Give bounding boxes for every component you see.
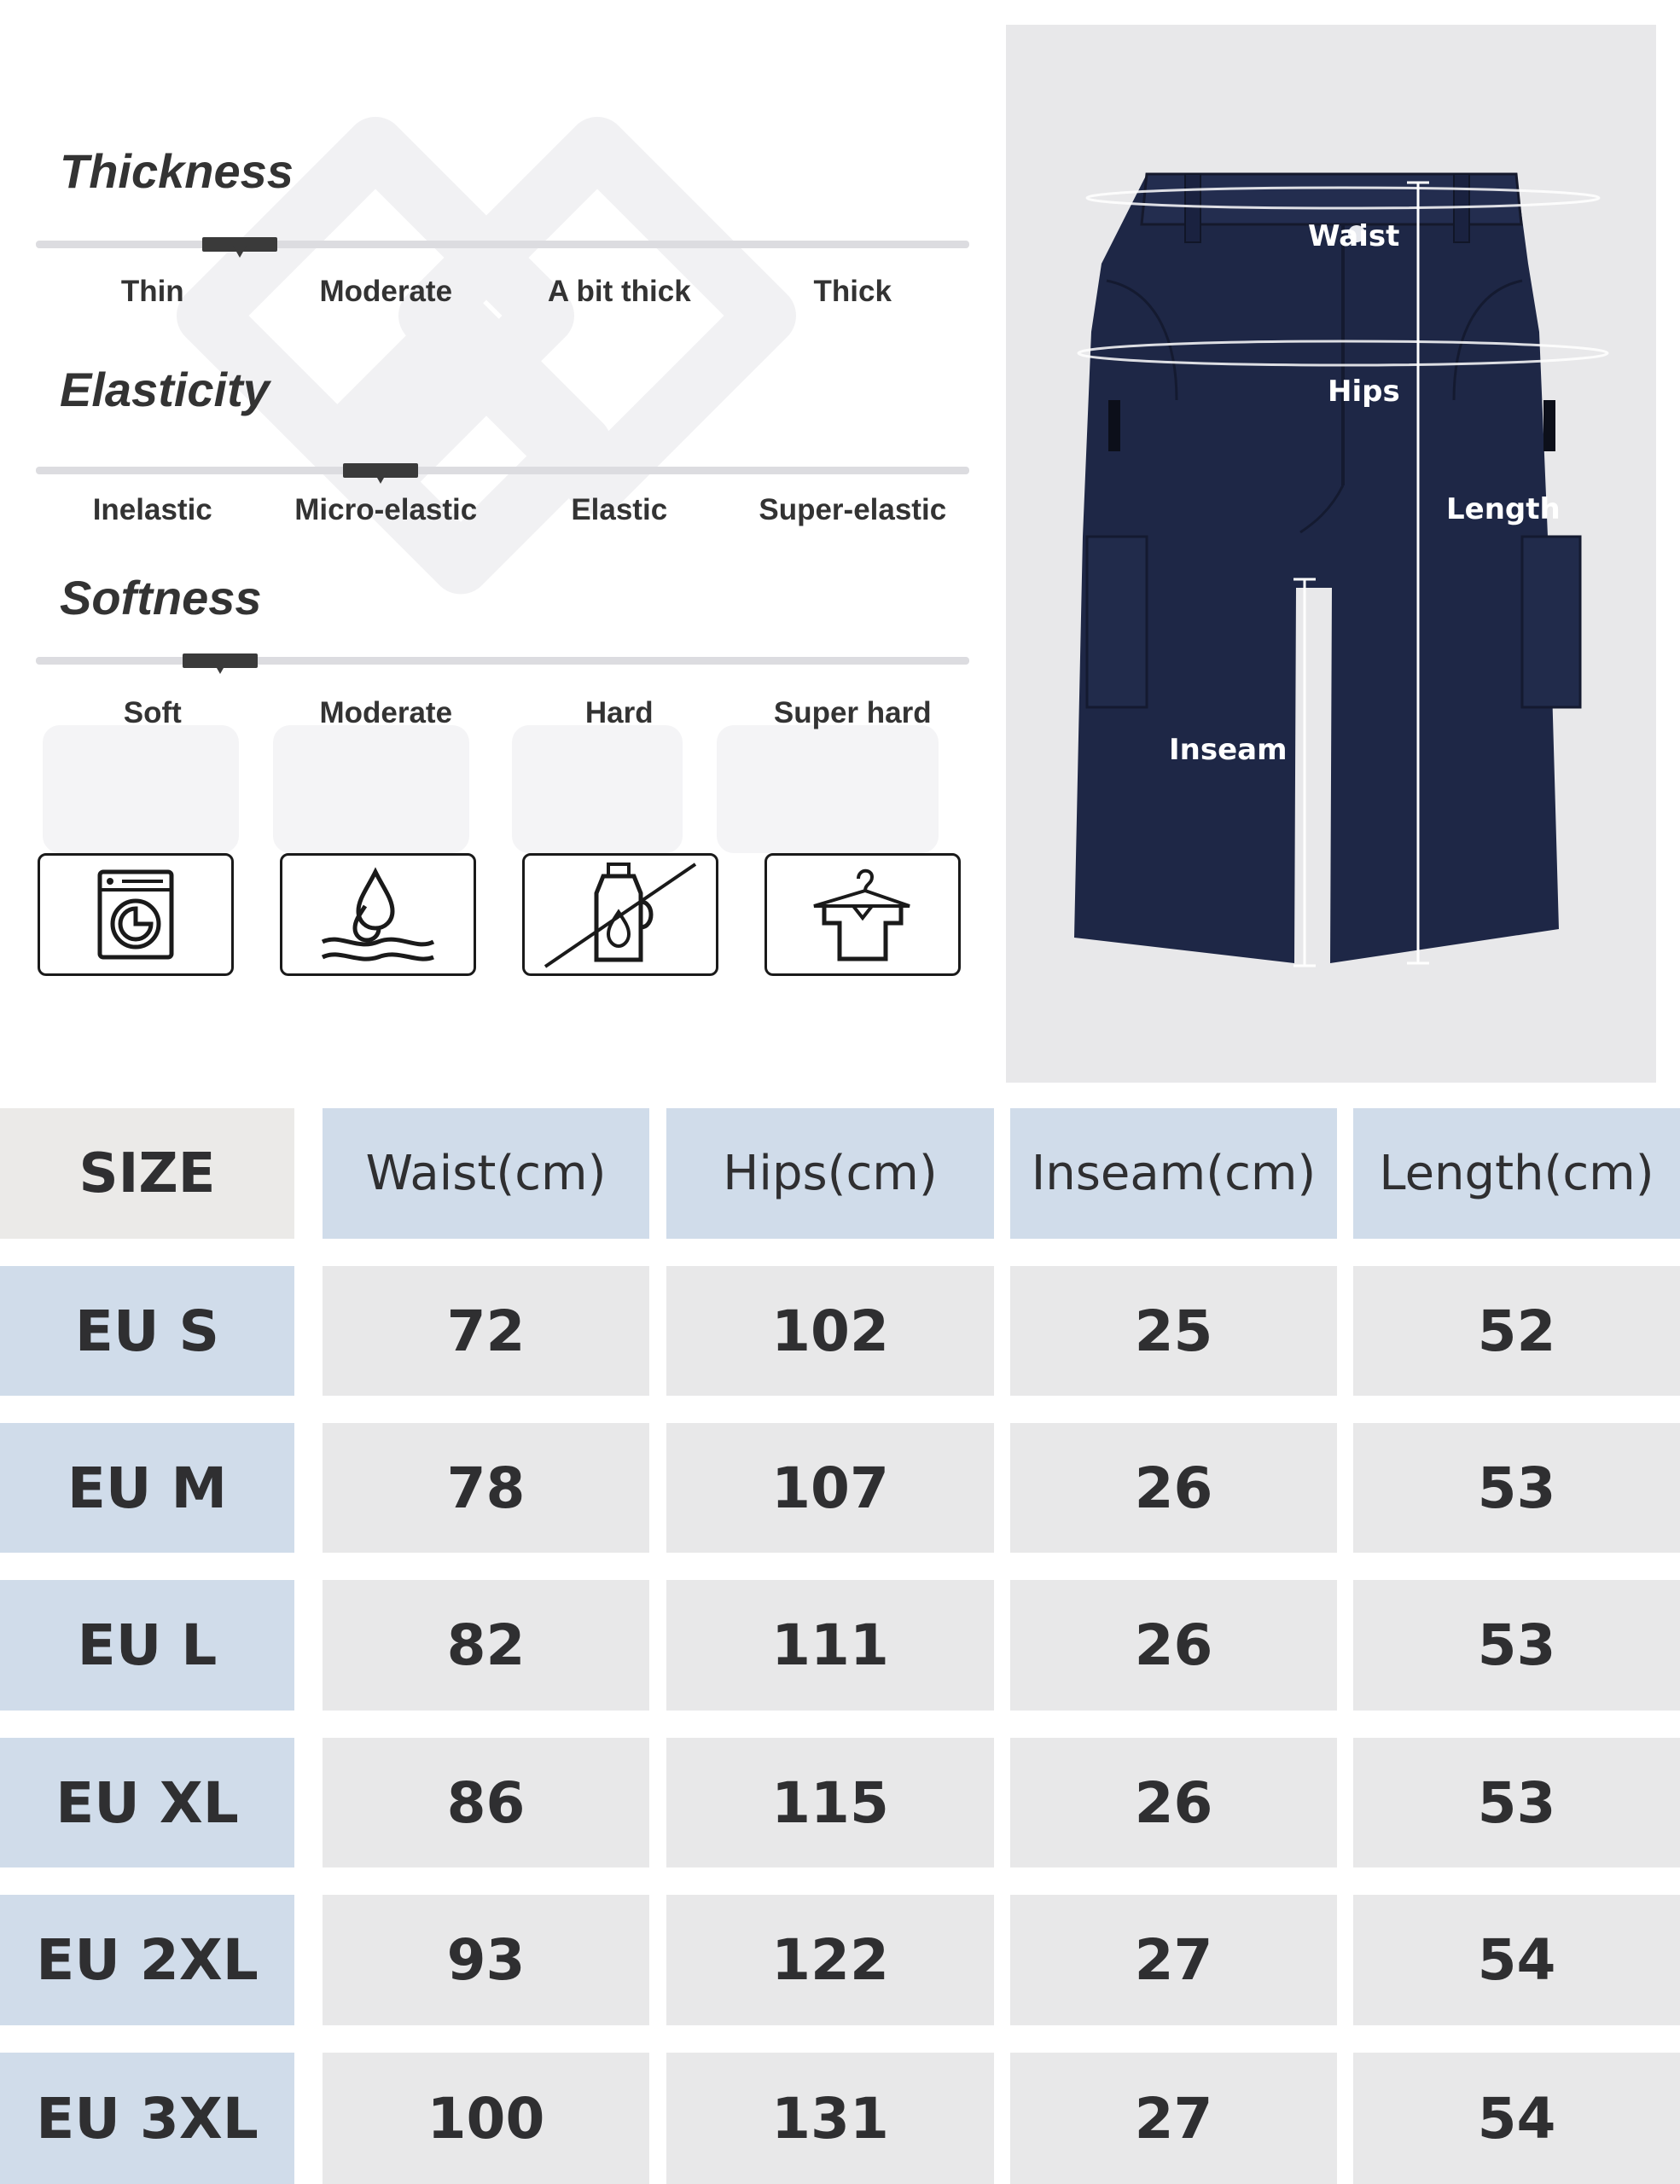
table-cell-waist: 72 <box>323 1266 649 1396</box>
scale-label: Soft <box>123 696 182 729</box>
table-cell-inseam: 25 <box>1010 1266 1337 1396</box>
table-cell-size: EU 3XL <box>0 2053 294 2184</box>
table-cell-inseam: 26 <box>1010 1738 1337 1867</box>
table-cell-hips: 131 <box>666 2053 994 2184</box>
scale-marker-thickness <box>202 237 277 252</box>
length-label: Length <box>1446 492 1561 526</box>
table-header-length: Length(cm) <box>1353 1108 1680 1239</box>
table-cell-inseam: 27 <box>1010 1895 1337 2025</box>
table-cell-length: 54 <box>1353 1895 1680 2025</box>
hips-label: Hips <box>1328 375 1400 409</box>
table-cell-inseam: 26 <box>1010 1580 1337 1711</box>
table-cell-hips: 107 <box>666 1423 994 1553</box>
table-cell-length: 52 <box>1353 1266 1680 1396</box>
table-cell-waist: 93 <box>323 1895 649 2025</box>
table-cell-waist: 100 <box>323 2053 649 2184</box>
table-cell-length: 53 <box>1353 1738 1680 1867</box>
scale-label: Moderate <box>319 696 453 729</box>
attribute-title-softness: Softness <box>60 571 262 624</box>
attribute-title-thickness: Thickness <box>60 144 294 198</box>
scale-label: Moderate <box>319 275 453 308</box>
care-instructions <box>38 853 968 981</box>
scale-marker-elasticity <box>343 463 418 478</box>
washing-machine-icon <box>38 853 234 976</box>
scale-labels-elasticity <box>36 493 969 527</box>
table-cell-size: EU M <box>0 1423 294 1553</box>
table-cell-size: EU S <box>0 1266 294 1396</box>
table-header-inseam: Inseam(cm) <box>1010 1108 1337 1239</box>
table-cell-length: 53 <box>1353 1580 1680 1711</box>
scale-marker-softness <box>183 653 258 668</box>
size-table <box>0 1108 1680 2184</box>
product-image-panel <box>1006 25 1656 1083</box>
water-temperature-icon <box>280 853 476 976</box>
scale-label: Super hard <box>773 696 932 729</box>
scale-track-thickness <box>36 241 969 248</box>
navy-cargo-shorts-image <box>1006 25 1656 1083</box>
table-cell-waist: 86 <box>323 1738 649 1867</box>
scale-label: Thin <box>120 275 184 308</box>
waist-label: Waist <box>1308 219 1400 253</box>
scale-labels-softness <box>36 696 969 730</box>
table-cell-hips: 122 <box>666 1895 994 2025</box>
table-cell-waist: 78 <box>323 1423 649 1553</box>
scale-track-softness <box>36 657 969 665</box>
scale-label: Micro-elastic <box>294 493 478 526</box>
table-cell-length: 54 <box>1353 2053 1680 2184</box>
scale-label: A bit thick <box>547 275 691 308</box>
table-header-waist: Waist(cm) <box>323 1108 649 1239</box>
scale-label: Thick <box>813 275 892 308</box>
table-cell-inseam: 26 <box>1010 1423 1337 1553</box>
table-cell-size: EU 2XL <box>0 1895 294 2025</box>
table-cell-length: 53 <box>1353 1423 1680 1553</box>
table-cell-hips: 115 <box>666 1738 994 1867</box>
attribute-title-elasticity: Elasticity <box>60 363 270 416</box>
table-header-size: SIZE <box>0 1108 294 1239</box>
hang-dry-icon <box>764 853 961 976</box>
table-cell-waist: 82 <box>323 1580 649 1711</box>
table-cell-inseam: 27 <box>1010 2053 1337 2184</box>
scale-label: Elastic <box>571 493 668 526</box>
scale-labels-thickness <box>36 275 969 309</box>
table-cell-hips: 111 <box>666 1580 994 1711</box>
table-cell-size: EU XL <box>0 1738 294 1867</box>
scale-track-elasticity <box>36 467 969 474</box>
scale-label: Hard <box>584 696 654 729</box>
scale-label: Inelastic <box>92 493 212 526</box>
scale-label: Super-elastic <box>759 493 947 526</box>
table-cell-hips: 102 <box>666 1266 994 1396</box>
table-header-hips: Hips(cm) <box>666 1108 994 1239</box>
no-bleach-icon <box>522 853 718 976</box>
table-cell-size: EU L <box>0 1580 294 1711</box>
inseam-label: Inseam <box>1169 733 1288 767</box>
